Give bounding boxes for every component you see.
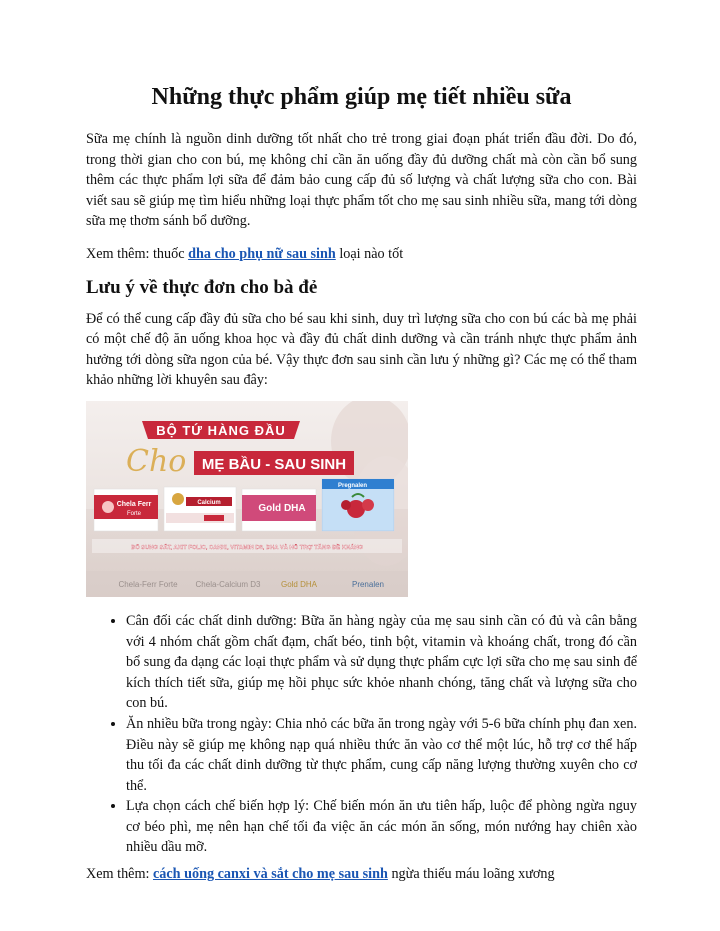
svg-text:Forte: Forte bbox=[126, 510, 142, 517]
footer-brand-4: Prenalen bbox=[351, 579, 385, 589]
tips-list bbox=[86, 611, 637, 858]
product-box-pregnalen bbox=[322, 479, 394, 531]
intro-paragraph: Sữa mẹ chính là nguồn dinh dưỡng tốt nhất cho trẻ trong giai đoạn phát triển đầu đời. Do đó, trong thời gian cho con bú, mẹ không chỉ cần ăn uống đầy đủ dưỡng chất mà còn cần bổ sung thêm các thực phẩm lợi sữa để đảm bảo cung cấp đủ số lượng và chất lượng sữa cho con. Bài viết sau sẽ giúp mẹ tìm hiểu những loại thực phẩm tốt cho mẹ sau sinh nhiều sữa, mang tới dòng sữa mẹ thơm sánh bổ dưỡng. bbox=[86, 131, 637, 230]
section-paragraph: Để có thể cung cấp đầy đủ sữa cho bé sau khi sinh, duy trì lượng sữa cho con bú các bà mẹ phải có một chế độ ăn uống khoa học và đầy đủ chất dinh dưỡng và cần tránh nhực thực phẩm ảnh hưởng tới dòng sữa ngon của bé. Vậy thực đơn sau sinh cần lưu ý những gì? Các mẹ có thể tham khảo những lời khuyên sau đây: bbox=[86, 310, 637, 389]
product-box-ferr bbox=[94, 489, 158, 531]
footer-brand-2: Chela-Calcium D3 bbox=[195, 579, 261, 589]
svg-text:Pregnalen: Pregnalen bbox=[338, 482, 368, 489]
footer-brand-1: Chela-Ferr Forte bbox=[118, 579, 178, 589]
svg-text:Gold DHA: Gold DHA bbox=[258, 502, 306, 514]
cho-script: Cho bbox=[126, 443, 187, 479]
see-also-line-1 bbox=[86, 244, 637, 265]
see-also-suffix: loại nào tốt bbox=[335, 245, 404, 262]
ribbon-text: BỘ TỨ HÀNG ĐẦU bbox=[156, 422, 286, 438]
dha-link[interactable]: dha cho phụ nữ sau sinh bbox=[188, 245, 336, 262]
see-also-line-2 bbox=[86, 864, 637, 885]
section-heading: Lưu ý về thực đơn cho bà đẻ bbox=[86, 276, 318, 298]
ribbon-banner bbox=[142, 421, 300, 439]
headline-text: MẸ BẦU - SAU SINH bbox=[201, 455, 347, 473]
list-item: • Ăn nhiều bữa trong ngày: Chia nhỏ các bữa ăn trong ngày với 5-6 bữa chính phụ đan xen. Điều này sẽ giúp mẹ không nạp quá nhiều thức ăn vào cơ thể một lúc, hỗ trợ cơ thể hấp thu tối đa các chất dinh dưỡng từ thực phẩm, cung cấp năng lượng thường xuyên cho cơ thể. bbox=[126, 714, 637, 796]
banner-tagline: BỔ SUNG SẮT, AXIT FOLIC, CANXI, VITAMIN D3, DHA VÀ HỖ TRỢ TĂNG ĐỀ KHÁNG bbox=[130, 544, 364, 551]
product-box-dha bbox=[242, 489, 316, 531]
product-box-calcium bbox=[164, 487, 236, 531]
see-also-prefix: Xem thêm: thuốc bbox=[86, 245, 189, 262]
product-banner-image bbox=[86, 401, 408, 597]
see-also-suffix: ngừa thiếu máu loãng xương bbox=[387, 866, 555, 883]
document-page bbox=[86, 84, 637, 885]
footer-brand-3: Gold DHA bbox=[280, 579, 318, 589]
canxi-sat-link[interactable]: cách uống canxi và sắt cho mẹ sau sinh bbox=[152, 866, 388, 883]
see-also-prefix: Xem thêm: bbox=[86, 866, 153, 883]
list-item: • Lựa chọn cách chế biến hợp lý: Chế biến món ăn ưu tiên hấp, luộc để phòng ngừa nguy cơ béo phì, mẹ nên hạn chế tối đa việc ăn các món ăn sống, món nướng hay chiên xào nhiều dầu mỡ. bbox=[126, 796, 637, 858]
list-item: • Cân đối các chất dinh dưỡng: Bữa ăn hàng ngày của mẹ sau sinh cần có đủ và cân bằng với 4 nhóm chất gồm chất đạm, chất béo, tinh bột, vitamin và khoáng chất, trong đó cần bổ sung đa dạng các loại thực phẩm và sử dụng thực phẩm cực lợi sữa cho mẹ sau sinh để kích thích tiết sữa, giúp mẹ hồi phục sức khỏe nhanh chóng, tăng chất và lượng sữa cho con bú. bbox=[126, 611, 637, 714]
svg-text:Chela Ferr: Chela Ferr bbox=[116, 500, 152, 508]
svg-text:Calcium: Calcium bbox=[197, 499, 221, 506]
page-title: Những thực phẩm giúp mẹ tiết nhiều sữa bbox=[151, 84, 572, 110]
